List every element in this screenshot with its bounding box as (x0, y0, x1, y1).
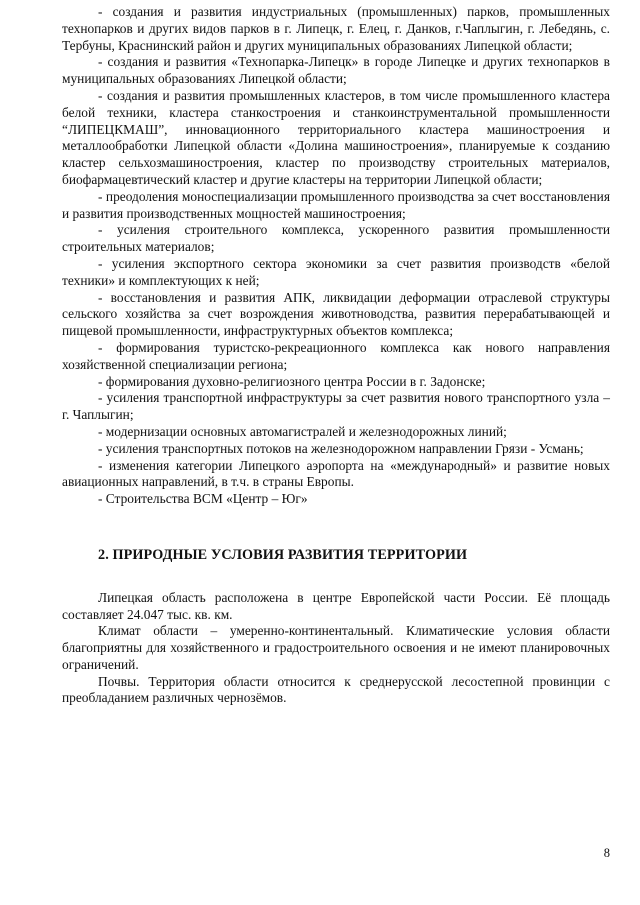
list-item-hsr: - Строительства ВСМ «Центр – Юг» (98, 491, 308, 507)
page-number: 8 (603, 846, 610, 860)
list-item-religious-center: - формирования духовно-религиозного центра России в г. Задонске; (98, 373, 486, 389)
list-item-tourism: - формирования туристско-рекреационного комплекса как нового направления хозяйственной специализации региона; (62, 339, 610, 372)
section-spacer (62, 564, 610, 590)
list-item-agro: - восстановления и развития АПК, ликвидации деформации отраслевой структуры сельского хозяйства за счет возрождения животноводства, развития перерабатывающей и пищевой промышленности, инфраструктурных объектов комплекса; (62, 289, 610, 339)
list-item-export: - усиления экспортного сектора экономики за счет развития производств «белой техники» и комплектующих к ней; (62, 255, 610, 288)
list-item-industrial-parks: - создания и развития индустриальных (промышленных) парков, промышленных технопарков и других видов парков в г. Липецк, г. Елец, г. Данков, г.Чаплыгин, г. Лебедянь, с. Тербуны, Краснинский район и других муниципальных образованиях Липецкой области; (62, 4, 610, 53)
paragraph-soils: Почвы. Территория области относится к среднерусской лесостепной провинции с преобладанием различных чернозёмов. (62, 673, 610, 706)
section-spacer (62, 508, 610, 547)
list-item-monospecialization: - преодоления моноспециализации промышленного производства за счет восстановления и развития производственных мощностей машиностроения; (62, 188, 610, 221)
list-item-transport-hub: - усиления транспортной инфраструктуры за счет развития нового транспортного узла – г. Чаплыгин; (62, 390, 610, 423)
list-item-airport: - изменения категории Липецкого аэропорта на «международный» и развитие новых авиационных направлений, в т.ч. в страны Европы. (62, 457, 610, 490)
paragraph-climate: Климат области – умеренно-континентальный. Климатические условия области благоприятны для хозяйственного и градостроительного освоения и не имеют планировочных ограничений. (62, 623, 610, 672)
list-item-technopark: - создания и развития «Технопарка-Липецк» в городе Липецке и других технопарков в муниципальных образованиях Липецкой области; (62, 54, 610, 87)
section-heading: 2. ПРИРОДНЫЕ УСЛОВИЯ РАЗВИТИЯ ТЕРРИТОРИИ (98, 546, 468, 563)
list-item-construction: - усиления строительного комплекса, ускоренного развития промышленности строительных материалов; (62, 222, 610, 255)
list-item-clusters: - создания и развития промышленных кластеров, в том числе промышленного кластера белой техники, кластера станкостроения и станкоинструментальной промышленности “ЛИПЕЦКМАШ”, инновационного территориального кластера машиностроения и металлообработки Липецкой области «Долина машиностроения», планируемые к созданию кластер сельхозмашиностроения, кластер по производству строительных материалов, биофармацевтический кластер и другие кластеры на территории Липецкой области; (62, 87, 610, 187)
document-page (62, 4, 610, 707)
list-item-railway: - усиления транспортных потоков на железнодорожном направлении Грязи - Усмань; (98, 440, 584, 456)
list-item-highways: - модернизации основных автомагистралей и железнодорожных линий; (98, 423, 507, 439)
paragraph-location: Липецкая область расположена в центре Европейской части России. Её площадь составляет 24.047 тыс. кв. км. (62, 589, 610, 622)
